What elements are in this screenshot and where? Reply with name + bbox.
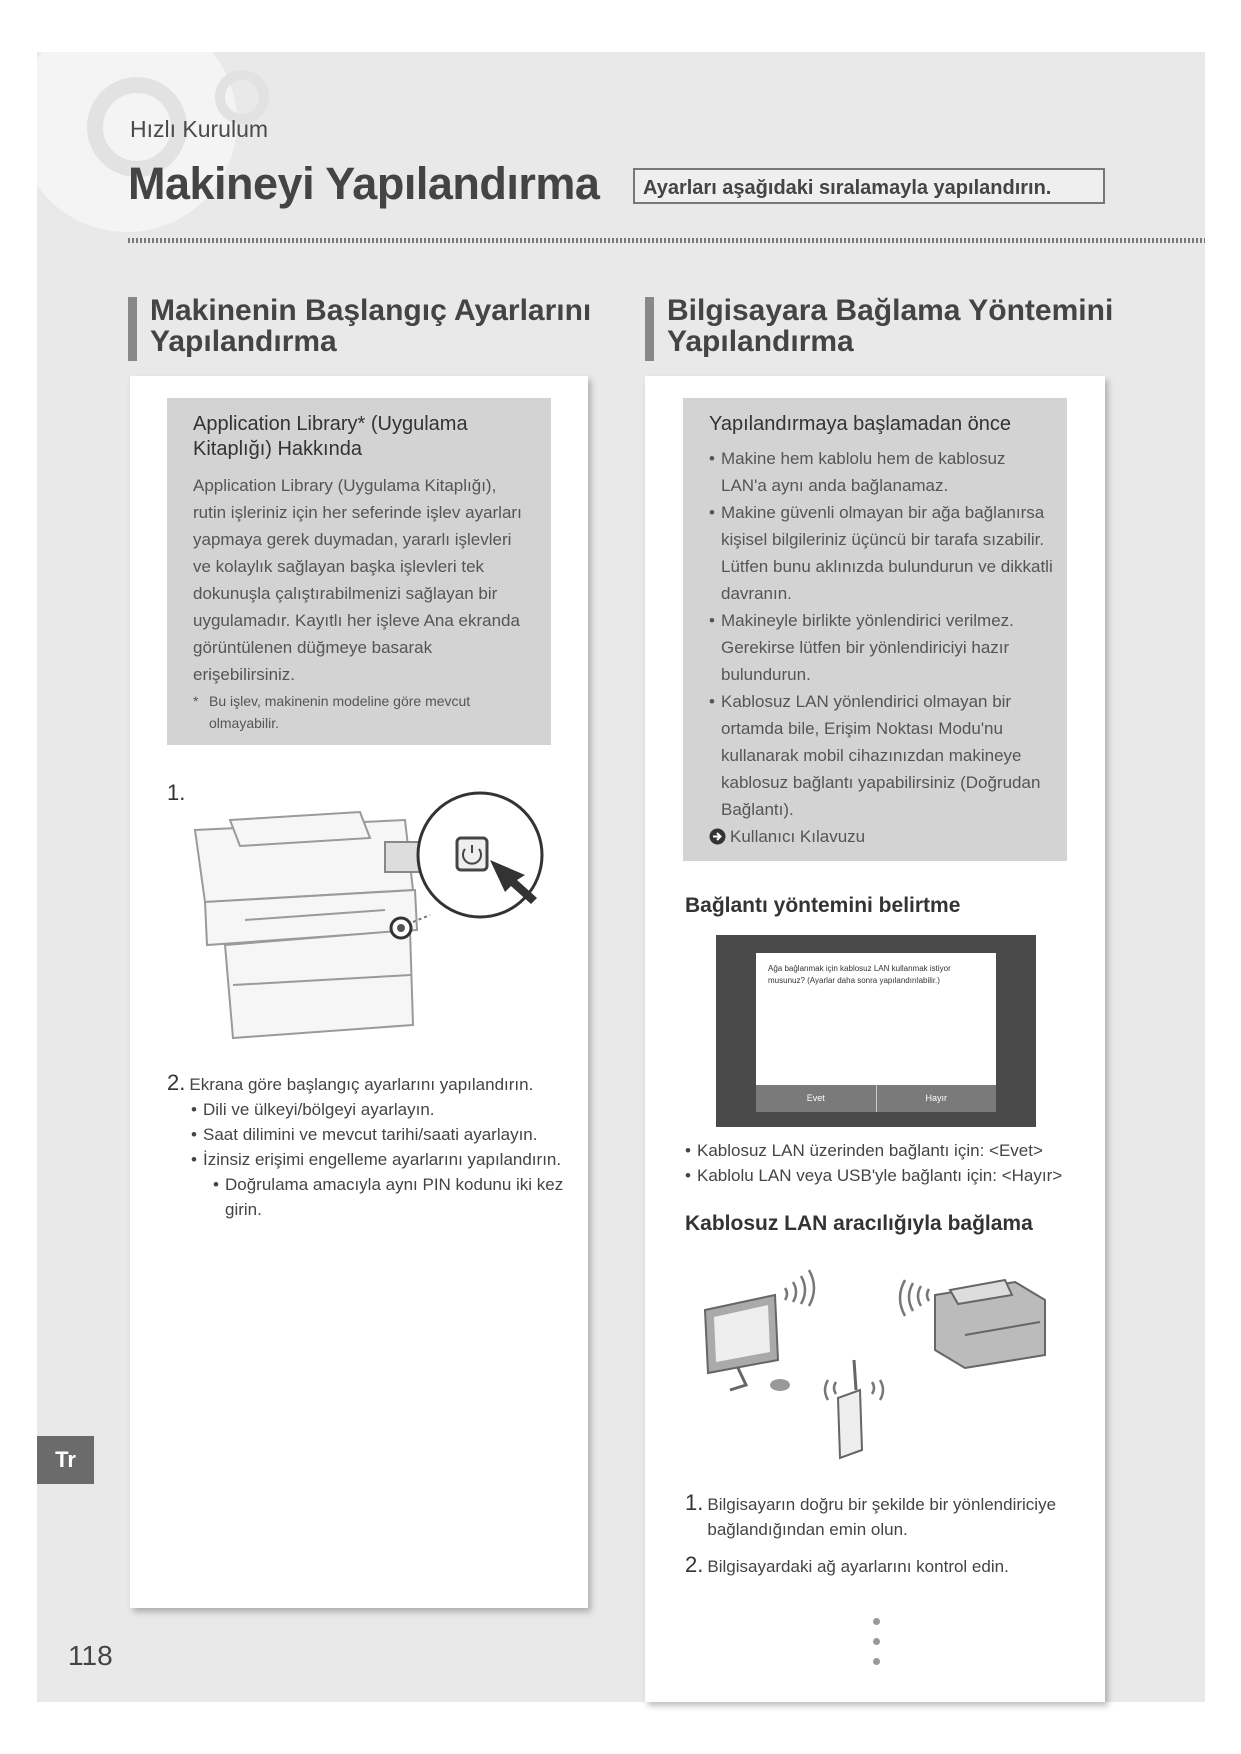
router-icon: [838, 1360, 862, 1458]
continuation-dot: [873, 1618, 880, 1625]
dotted-divider: [128, 238, 1205, 243]
page-number: 118: [68, 1640, 113, 1671]
step-2-item: • Dili ve ülkeyi/bölgeyi ayarlayın.: [191, 1097, 567, 1122]
step-2-subitem: • Doğrulama amacıyla aynı PIN kodunu iki kez girin.: [213, 1172, 567, 1222]
continuation-dot: [873, 1658, 880, 1665]
wireless-step-2: 2. Bilgisayardaki ağ ayarlarını kontrol edin.: [685, 1552, 1009, 1577]
instruction-box: Ayarları aşağıdaki sıralamayla yapılandırın.: [633, 168, 1105, 204]
wireless-lan-illustration: [700, 1250, 1050, 1460]
connection-choices: [685, 1138, 1085, 1188]
info-box-item: • Makineyle birlikte yönlendirici verilmez. Gerekirse lütfen bir yönlendiriciyi hazır bulundurun.: [709, 607, 1054, 688]
info-box-body: Application Library (Uygulama Kitaplığı), rutin işleriniz için her seferinde işlev ayarları yapmaya gerek duymadan, yararlı işlevleri ve kolaylık sağlayan başka işlevleri tek dokunuşla çalıştırabilmenizi sağlayan bir uygulamadır. Kayıtlı her işleve Ana ekranda görüntülenen düğmeye basarak erişebilirsiniz.: [193, 476, 522, 684]
info-box-item: • Kablosuz LAN yönlendirici olmayan bir ortamda bile, Erişim Noktası Modu'nu kullanarak mobil cihazınızdan makineye kablosuz bağlantı yapabilirsiniz (Doğrudan Bağlantı).: [709, 688, 1054, 823]
step-2-text: Ekrana göre başlangıç ayarlarını yapılandırın.: [189, 1075, 534, 1094]
info-box-note: * Bu işlev, makinenin modeline göre mevcut olmayabilir.: [193, 693, 471, 731]
page-title: Makineyi Yapılandırma: [128, 158, 600, 209]
step-2-item: • İzinsiz erişimi engelleme ayarlarını yapılandırın.: [191, 1147, 567, 1172]
info-box-item: • Makine hem kablolu hem de kablosuz LAN'a aynı anda bağlanamaz.: [709, 445, 1054, 499]
yes-button[interactable]: Evet: [756, 1085, 877, 1112]
arrow-right-icon: [709, 828, 726, 845]
info-box-title: Application Library* (Uygulama Kitaplığı) Hakkında: [193, 413, 468, 460]
continuation-dot: [873, 1638, 880, 1645]
wireless-steps: [685, 1490, 1085, 1579]
info-box-item: • Makine güvenli olmayan bir ağa bağlanırsa kişisel bilgileriniz üçüncü bir tarafa sızabilir. Lütfen bunu aklınızda bulundurun ve dikkatli davranın.: [709, 499, 1054, 607]
no-button[interactable]: Hayır: [877, 1085, 997, 1112]
page-kicker: Hızlı Kurulum: [130, 116, 269, 142]
step-2-item: • Saat dilimini ve mevcut tarihi/saati ayarlayın.: [191, 1122, 567, 1147]
application-library-info-box: [167, 398, 551, 745]
wireless-heading: Kablosuz LAN aracılığıyla bağlama: [685, 1212, 1033, 1235]
step-2: [167, 1070, 567, 1222]
before-config-info-box: [683, 398, 1067, 861]
choice-item: • Kablolu LAN veya USB'yle bağlantı için: <Hayır>: [685, 1163, 1085, 1188]
step-1-number: 1.: [167, 780, 186, 805]
language-tab: Tr: [37, 1436, 94, 1484]
connection-method-heading: Bağlantı yöntemini belirtme: [685, 894, 961, 917]
right-section-heading: Bilgisayara Bağlama Yöntemini Yapılandırma: [645, 295, 1113, 357]
device-screen: [716, 935, 1036, 1127]
info-box-title: Yapılandırmaya başlamadan önce: [709, 413, 1012, 435]
printer-power-button-illustration: [185, 780, 555, 1045]
left-section-heading: Makinenin Başlangıç Ayarlarını Yapılandırma: [128, 295, 591, 357]
printer-icon: [935, 1280, 1045, 1368]
user-guide-link[interactable]: Kullanıcı Kılavuzu: [709, 823, 1054, 850]
choice-item: • Kablosuz LAN üzerinden bağlantı için: <Evet>: [685, 1138, 1085, 1163]
step-2-number: 2.: [167, 1070, 186, 1095]
wireless-step-1: 1. Bilgisayarın doğru bir şekilde bir yönlendiriciye bağlandığından emin olun.: [685, 1490, 1057, 1539]
screen-message: Ağa bağlanmak için kablosuz LAN kullanmak istiyor musunuz? (Ayarlar daha sonra yapılandırılabilir.): [756, 953, 996, 1085]
computer-icon: [705, 1295, 790, 1391]
